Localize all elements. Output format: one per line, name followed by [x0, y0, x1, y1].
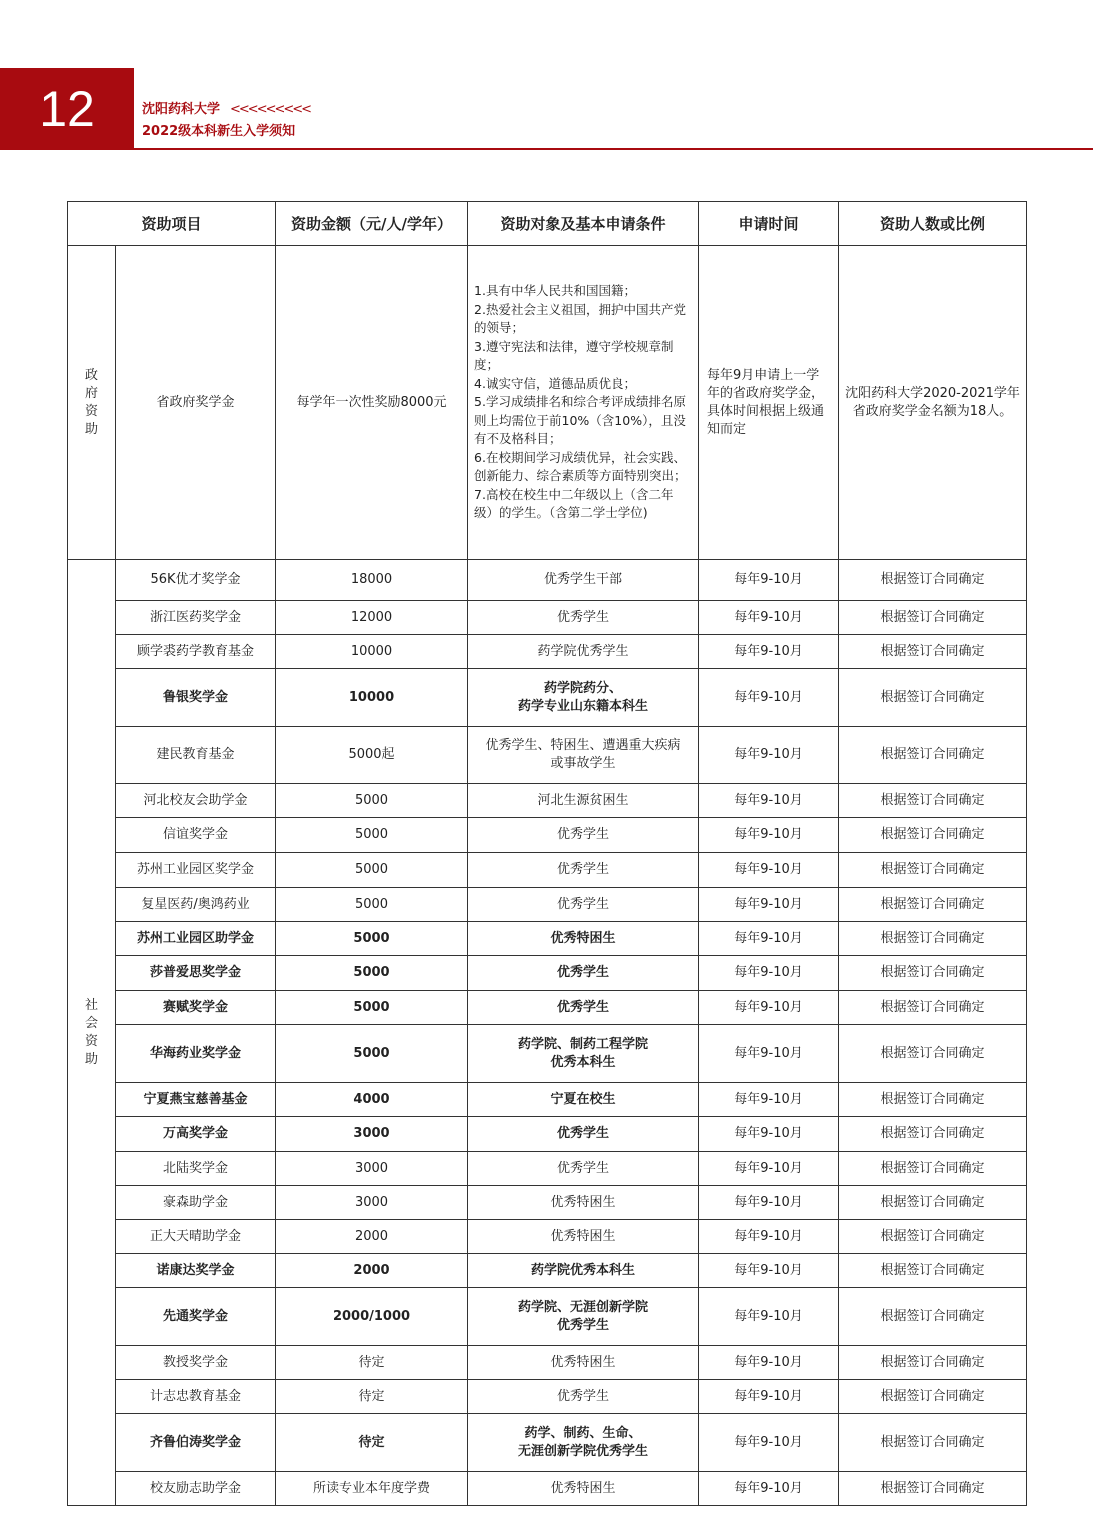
- cell-quota: 根据签订合同确定: [839, 635, 1027, 669]
- cell-target: 优秀学生: [468, 956, 699, 991]
- cell-time: 每年9-10月: [699, 853, 839, 888]
- cell-target: 优秀特困生: [468, 922, 699, 956]
- chevrons-icon: <<<<<<<<<: [230, 102, 311, 117]
- gov-amount: 每学年一次性奖励8000元: [276, 246, 468, 560]
- cell-quota: 根据签订合同确定: [839, 991, 1027, 1025]
- cell-name: 56K优才奖学金: [116, 560, 276, 601]
- cell-time: 每年9-10月: [699, 956, 839, 991]
- cell-target: 优秀特困生: [468, 1472, 699, 1506]
- cell-name: 苏州工业园区助学金: [116, 922, 276, 956]
- table-row: [68, 635, 1027, 669]
- cell-name: 鲁银奖学金: [116, 669, 276, 727]
- cell-target: 药学院优秀学生: [468, 635, 699, 669]
- cell-target: 优秀学生: [468, 1117, 699, 1152]
- condition-item: 3.遵守宪法和法律，遵守学校规章制度；: [474, 338, 674, 373]
- cell-time: 每年9-10月: [699, 1380, 839, 1414]
- cell-name: 先通奖学金: [116, 1288, 276, 1346]
- cell-time: 每年9-10月: [699, 1288, 839, 1346]
- university-label: 沈阳药科大学: [142, 102, 221, 117]
- table-row: [68, 601, 1027, 635]
- condition-item: 1.具有中华人民共和国国籍；: [474, 283, 636, 299]
- table-row: [68, 1346, 1027, 1380]
- cell-target: 优秀学生: [468, 991, 699, 1025]
- category-char: 会: [84, 1015, 98, 1031]
- table-row: [68, 1083, 1027, 1117]
- cell-name: 华海药业奖学金: [116, 1025, 276, 1083]
- cell-time: 每年9-10月: [699, 1186, 839, 1220]
- cell-target: 河北生源贫困生: [468, 784, 699, 818]
- cell-time: 每年9-10月: [699, 991, 839, 1025]
- table-row: [68, 1186, 1027, 1220]
- cell-target: 优秀学生: [468, 1380, 699, 1414]
- cell-time: 每年9-10月: [699, 1346, 839, 1380]
- table-row: [68, 784, 1027, 818]
- category-char: 助: [84, 421, 98, 437]
- cell-target: 优秀特困生: [468, 1220, 699, 1254]
- cell-name: 信谊奖学金: [116, 818, 276, 853]
- cell-amount: 10000: [276, 635, 468, 669]
- table-row: [68, 1472, 1027, 1506]
- cell-time: 每年9-10月: [699, 601, 839, 635]
- cell-name: 赛赋奖学金: [116, 991, 276, 1025]
- table-row: [68, 1254, 1027, 1288]
- government-row: [68, 246, 1027, 560]
- header-divider: [134, 148, 1093, 150]
- cell-quota: 根据签订合同确定: [839, 1220, 1027, 1254]
- cell-amount: 3000: [276, 1186, 468, 1220]
- category-char: 社: [84, 997, 98, 1013]
- cell-amount: 待定: [276, 1346, 468, 1380]
- cell-name: 校友励志助学金: [116, 1472, 276, 1506]
- table-row: [68, 922, 1027, 956]
- cell-amount: 5000: [276, 956, 468, 991]
- gov-quota: 沈阳药科大学2020-2021学年省政府奖学金名额为18人。: [839, 246, 1027, 560]
- cell-name: 宁夏燕宝慈善基金: [116, 1083, 276, 1117]
- cell-amount: 5000: [276, 888, 468, 922]
- document-subtitle: 2022级本科新生入学须知: [142, 124, 296, 139]
- cell-time: 每年9-10月: [699, 888, 839, 922]
- cell-time: 每年9-10月: [699, 1117, 839, 1152]
- cell-target: 优秀学生: [468, 601, 699, 635]
- cell-name: 万高奖学金: [116, 1117, 276, 1152]
- cell-name: 北陆奖学金: [116, 1152, 276, 1186]
- cell-time: 每年9-10月: [699, 1254, 839, 1288]
- cell-target: 优秀学生: [468, 818, 699, 853]
- cell-amount: 12000: [276, 601, 468, 635]
- cell-amount: 5000起: [276, 727, 468, 784]
- cell-target: 药学院、无涯创新学院 优秀学生: [468, 1288, 699, 1346]
- cell-name: 教授奖学金: [116, 1346, 276, 1380]
- table-row: [68, 1025, 1027, 1083]
- col-header-time: 申请时间: [699, 202, 839, 246]
- cell-quota: 根据签订合同确定: [839, 784, 1027, 818]
- category-char: 政: [84, 367, 98, 383]
- cell-quota: 根据签订合同确定: [839, 888, 1027, 922]
- category-social: [68, 560, 116, 1506]
- cell-quota: 根据签订合同确定: [839, 727, 1027, 784]
- cell-quota: 根据签订合同确定: [839, 601, 1027, 635]
- cell-target: 优秀特困生: [468, 1186, 699, 1220]
- cell-quota: 根据签订合同确定: [839, 922, 1027, 956]
- cell-name: 苏州工业园区奖学金: [116, 853, 276, 888]
- cell-time: 每年9-10月: [699, 560, 839, 601]
- cell-amount: 待定: [276, 1380, 468, 1414]
- condition-item: 2.热爱社会主义祖国，拥护中国共产党的领导；: [474, 301, 686, 336]
- table-row: [68, 818, 1027, 853]
- table-row: [68, 888, 1027, 922]
- cell-quota: 根据签订合同确定: [839, 1380, 1027, 1414]
- cell-amount: 2000: [276, 1254, 468, 1288]
- cell-amount: 2000/1000: [276, 1288, 468, 1346]
- cell-amount: 所读专业本年度学费: [276, 1472, 468, 1506]
- cell-target: 药学、制药、生命、 无涯创新学院优秀学生: [468, 1414, 699, 1472]
- cell-time: 每年9-10月: [699, 1152, 839, 1186]
- cell-amount: 5000: [276, 922, 468, 956]
- cell-target: 宁夏在校生: [468, 1083, 699, 1117]
- table-header-row: [68, 202, 1027, 246]
- cell-time: 每年9-10月: [699, 784, 839, 818]
- cell-name: 诺康达奖学金: [116, 1254, 276, 1288]
- table-row: [68, 560, 1027, 601]
- cell-amount: 5000: [276, 1025, 468, 1083]
- cell-name: 建民教育基金: [116, 727, 276, 784]
- cell-quota: 根据签订合同确定: [839, 1414, 1027, 1472]
- category-char: 资: [84, 403, 98, 419]
- table-row: [68, 956, 1027, 991]
- col-header-conditions: 资助对象及基本申请条件: [468, 202, 699, 246]
- cell-amount: 5000: [276, 784, 468, 818]
- cell-amount: 5000: [276, 991, 468, 1025]
- cell-time: 每年9-10月: [699, 922, 839, 956]
- cell-amount: 待定: [276, 1414, 468, 1472]
- university-name: [142, 98, 310, 117]
- page-number: 12: [39, 81, 95, 137]
- cell-quota: 根据签订合同确定: [839, 669, 1027, 727]
- condition-item: 7.高校在校生中二年级以上（含二年级）的学生。（含第二学士学位): [474, 486, 674, 521]
- table-row: [68, 1152, 1027, 1186]
- cell-amount: 5000: [276, 853, 468, 888]
- cell-quota: 根据签订合同确定: [839, 956, 1027, 991]
- cell-amount: 2000: [276, 1220, 468, 1254]
- cell-time: 每年9-10月: [699, 669, 839, 727]
- table-row: [68, 1414, 1027, 1472]
- cell-target: 优秀学生干部: [468, 560, 699, 601]
- cell-name: 齐鲁伯涛奖学金: [116, 1414, 276, 1472]
- cell-name: 莎普爱思奖学金: [116, 956, 276, 991]
- cell-quota: 根据签订合同确定: [839, 1254, 1027, 1288]
- table-row: [68, 1220, 1027, 1254]
- cell-name: 复星医药/奥鸿药业: [116, 888, 276, 922]
- cell-target: 优秀学生: [468, 1152, 699, 1186]
- cell-quota: 根据签订合同确定: [839, 1083, 1027, 1117]
- cell-target: 优秀学生: [468, 888, 699, 922]
- gov-time: 每年9月申请上一学年的省政府奖学金，具体时间根据上级通知而定: [699, 246, 839, 560]
- cell-time: 每年9-10月: [699, 1025, 839, 1083]
- cell-time: 每年9-10月: [699, 1414, 839, 1472]
- cell-target: 药学院药分、 药学专业山东籍本科生: [468, 669, 699, 727]
- funding-table: [67, 201, 1027, 1506]
- cell-quota: 根据签订合同确定: [839, 1117, 1027, 1152]
- cell-target: 药学院优秀本科生: [468, 1254, 699, 1288]
- cell-time: 每年9-10月: [699, 1083, 839, 1117]
- cell-quota: 根据签订合同确定: [839, 1025, 1027, 1083]
- cell-quota: 根据签订合同确定: [839, 1152, 1027, 1186]
- cell-quota: 根据签订合同确定: [839, 1288, 1027, 1346]
- col-header-amount: 资助金额（元/人/学年）: [276, 202, 468, 246]
- cell-name: 浙江医药奖学金: [116, 601, 276, 635]
- cell-name: 计志忠教育基金: [116, 1380, 276, 1414]
- cell-amount: 3000: [276, 1117, 468, 1152]
- table-row: [68, 1117, 1027, 1152]
- category-char: 府: [84, 385, 98, 401]
- col-header-quota: 资助人数或比例: [839, 202, 1027, 246]
- cell-amount: 3000: [276, 1152, 468, 1186]
- condition-item: 5.学习成绩排名和综合考评成绩排名原则上均需位于前10%（含10%），且没有不及格科目；: [474, 394, 686, 447]
- cell-time: 每年9-10月: [699, 727, 839, 784]
- cell-quota: 根据签订合同确定: [839, 1186, 1027, 1220]
- cell-quota: 根据签订合同确定: [839, 1346, 1027, 1380]
- cell-quota: 根据签订合同确定: [839, 1472, 1027, 1506]
- cell-target: 优秀学生: [468, 853, 699, 888]
- cell-amount: 4000: [276, 1083, 468, 1117]
- cell-name: 豪森助学金: [116, 1186, 276, 1220]
- cell-name: 河北校友会助学金: [116, 784, 276, 818]
- cell-time: 每年9-10月: [699, 818, 839, 853]
- condition-item: 4.诚实守信，道德品质优良；: [474, 375, 636, 391]
- cell-quota: 根据签订合同确定: [839, 853, 1027, 888]
- cell-quota: 根据签订合同确定: [839, 560, 1027, 601]
- cell-name: 正大天晴助学金: [116, 1220, 276, 1254]
- cell-time: 每年9-10月: [699, 1220, 839, 1254]
- category-char: 资: [84, 1033, 98, 1049]
- cell-amount: 10000: [276, 669, 468, 727]
- gov-name: 省政府奖学金: [116, 246, 276, 560]
- cell-name: 顾学裘药学教育基金: [116, 635, 276, 669]
- table-row: [68, 1288, 1027, 1346]
- cell-target: 优秀特困生: [468, 1346, 699, 1380]
- cell-time: 每年9-10月: [699, 635, 839, 669]
- table-row: [68, 991, 1027, 1025]
- table-row: [68, 1380, 1027, 1414]
- cell-time: 每年9-10月: [699, 1472, 839, 1506]
- category-government: [68, 246, 116, 560]
- table-row: [68, 727, 1027, 784]
- col-header-project: 资助项目: [68, 202, 276, 246]
- cell-amount: 18000: [276, 560, 468, 601]
- category-char: 助: [84, 1051, 98, 1067]
- cell-quota: 根据签订合同确定: [839, 818, 1027, 853]
- cell-target: 优秀学生、特困生、遭遇重大疾病 或事故学生: [468, 727, 699, 784]
- table-row: [68, 853, 1027, 888]
- cell-target: 药学院、制药工程学院 优秀本科生: [468, 1025, 699, 1083]
- cell-amount: 5000: [276, 818, 468, 853]
- condition-item: 6.在校期间学习成绩优异，社会实践、创新能力、综合素质等方面特别突出；: [474, 449, 687, 484]
- table-row: [68, 669, 1027, 727]
- gov-conditions: [468, 246, 699, 560]
